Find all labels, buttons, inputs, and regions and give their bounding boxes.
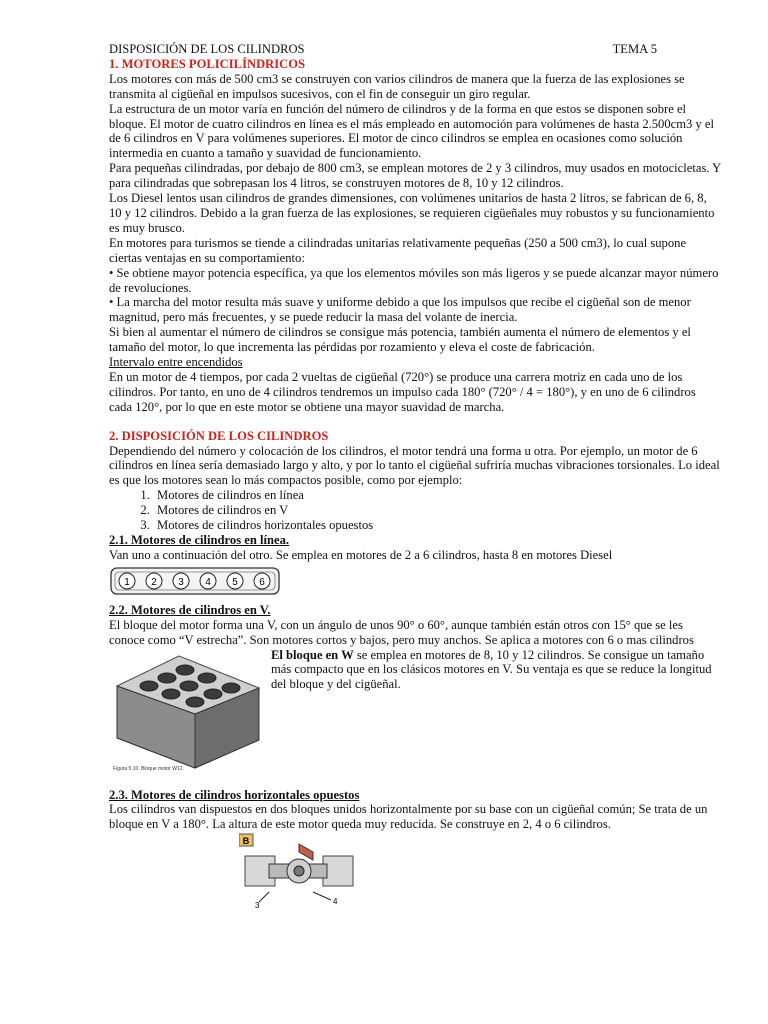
w-block-paragraph: El bloque en W se emplea en motores de 8, 10 y 12 cilindros. Se consigue un tamaño más compacto que en los clásicos motores en V. Su ventaja es que se reduce la longitud del bloque y del cigüeñal. <box>271 647 712 692</box>
svg-text:6: 6 <box>259 576 265 588</box>
svg-text:4: 4 <box>205 576 211 588</box>
page-header <box>109 42 657 57</box>
section-1-title: 1. MOTORES POLICILÍNDRICOS <box>109 56 306 71</box>
svg-text:1: 1 <box>124 576 130 588</box>
bullet-item: • La marcha del motor resulta más suave y uniforme debido a que los impulsos que recibe el cigüeñal son de menor magnitud, pero más frecuentes, y se puede reducir la masa del volante de inercia. <box>109 295 691 325</box>
paragraph: El bloque del motor forma una V, con un ángulo de unos 90° o 60°, aunque también están otros con 15° que se les conoce como “V estrecha”. Son motores cortos y bajos, pero muy anchos. Se aplica a motores con 6 o mas cilindros <box>109 617 694 647</box>
inline-cylinders-diagram <box>109 565 281 597</box>
paragraph: En un motor de 4 tiempos, por cada 2 vueltas de cigüeñal (720°) se produce una carrera motriz en cada uno de los cilindros. Por tanto, en uno de 4 cilindros tendremos un impulso cada 180° (720° / 4 = 180°), y en uno de 6 cilindros cada 120°, por lo que en este motor se obtiene una mayor suavidad de marcha. <box>109 369 696 414</box>
list-item: 2. Motores de cilindros en V <box>153 503 721 518</box>
list-item: 1. Motores de cilindros en línea <box>153 488 721 503</box>
cylinder-6 <box>254 573 270 589</box>
cylinder-3 <box>173 573 189 589</box>
svg-text:B: B <box>242 836 250 847</box>
list-item: 3. Motores de cilindros horizontales opuestos <box>153 518 721 533</box>
svg-text:3: 3 <box>178 576 184 588</box>
subsection-2-2-title: 2.2. Motores de cilindros en V. <box>109 602 271 617</box>
paragraph: Los motores con más de 500 cm3 se construyen con varios cilindros de manera que la fuerza de las explosiones se transmita al cigüeñal en impulsos sucesivos, con el fin de conseguir un giro regular. <box>109 71 685 101</box>
section-2-title: 2. DISPOSICIÓN DE LOS CILINDROS <box>109 428 329 443</box>
paragraph: Los Diesel lentos usan cilindros de grandes dimensiones, con volúmenes unitarios de hasta 2 litros, se fabrican de 6, 8, 10 y 12 cilindros. Debido a la gran fuerza de las explosiones, se requieren cigüeñales muy robustos y su funcionamiento es muy brusco. <box>109 191 715 235</box>
boxer-engine-diagram <box>239 832 359 910</box>
figure-caption: Figura 5.10. Bloque motor W12. <box>113 765 184 772</box>
cylinder-2 <box>146 573 162 589</box>
paragraph: En motores para turismos se tiende a cilindradas unitarias relativamente pequeñas (250 a 500 cm3), lo cual supone ciertas ventajas en su comportamiento: <box>109 235 687 265</box>
svg-text:2: 2 <box>151 576 157 588</box>
cylinder-4 <box>200 573 216 589</box>
w-block-row <box>109 648 721 774</box>
paragraph: Si bien al aumentar el número de cilindros se consigue más potencia, también aumenta el número de elementos y el tamaño del motor, lo que incrementa las pérdidas por rozamiento y eleva el coste de fabricación. <box>109 325 691 355</box>
subsection-2-1-title: 2.1. Motores de cilindros en línea. <box>109 533 290 547</box>
paragraph: Dependiendo del número y colocación de los cilindros, el motor tendrá una forma u otra. Por ejemplo, un motor de 6 cilindros en línea sería demasiado largo y alto, y por lo tanto el cigüeñal sufriría muchas vibraciones torsionales. Lo ideal es que los motores sean lo más compactos posible, como por ejemplo: <box>109 443 720 488</box>
header-title: DISPOSICIÓN DE LOS CILINDROS <box>109 42 305 56</box>
paragraph: Los cilindros van dispuestos en dos bloques unidos horizontalmente por su base con un cigüeñal común; Se trata de un bloque en V a 180°. La altura de este motor queda muy reducida. Se construye en 2, 4 o 6 cilindros. <box>109 802 708 832</box>
svg-text:5: 5 <box>232 576 238 588</box>
subheading: Intervalo entre encendidos <box>109 355 243 370</box>
w12-engine-block-photo <box>109 648 267 774</box>
svg-text:4: 4 <box>333 897 338 907</box>
paragraph: Van uno a continuación del otro. Se emplea en motores de 2 a 6 cilindros, hasta 8 en motores Diesel <box>109 547 613 562</box>
svg-text:3: 3 <box>255 901 260 911</box>
bullet-item: • Se obtiene mayor potencia específica, ya que los elementos móviles son más ligeros y se puede alcanzar mayor número de revoluciones. <box>109 265 719 295</box>
layout-list <box>109 488 721 533</box>
document-page <box>109 42 721 910</box>
header-topic: TEMA 5 <box>612 42 657 56</box>
cylinder-1 <box>119 573 135 589</box>
cylinder-5 <box>227 573 243 589</box>
paragraph: La estructura de un motor varía en función del número de cilindros y de la forma en que estos se disponen sobre el bloque. El motor de cuatro cilindros en línea es el más empleado en automoción para volúmenes de hasta 2.500cm3 y el de 6 cilindros en V para volúmenes superiores. El motor de cinco cilindros se emplea en ocasiones como solución intermedia en cuanto a tamaño y suavidad de funcionamiento. <box>109 101 715 161</box>
subsection-2-3-title: 2.3. Motores de cilindros horizontales opuestos <box>109 787 360 802</box>
paragraph: Para pequeñas cilindradas, por debajo de 800 cm3, se emplean motores de 2 y 3 cilindros, muy usados en motocicletas. Y para cilindradas que sobrepasan los 4 litros, se construyen motores de 8, 10 y 12 cilindros. <box>109 161 721 191</box>
